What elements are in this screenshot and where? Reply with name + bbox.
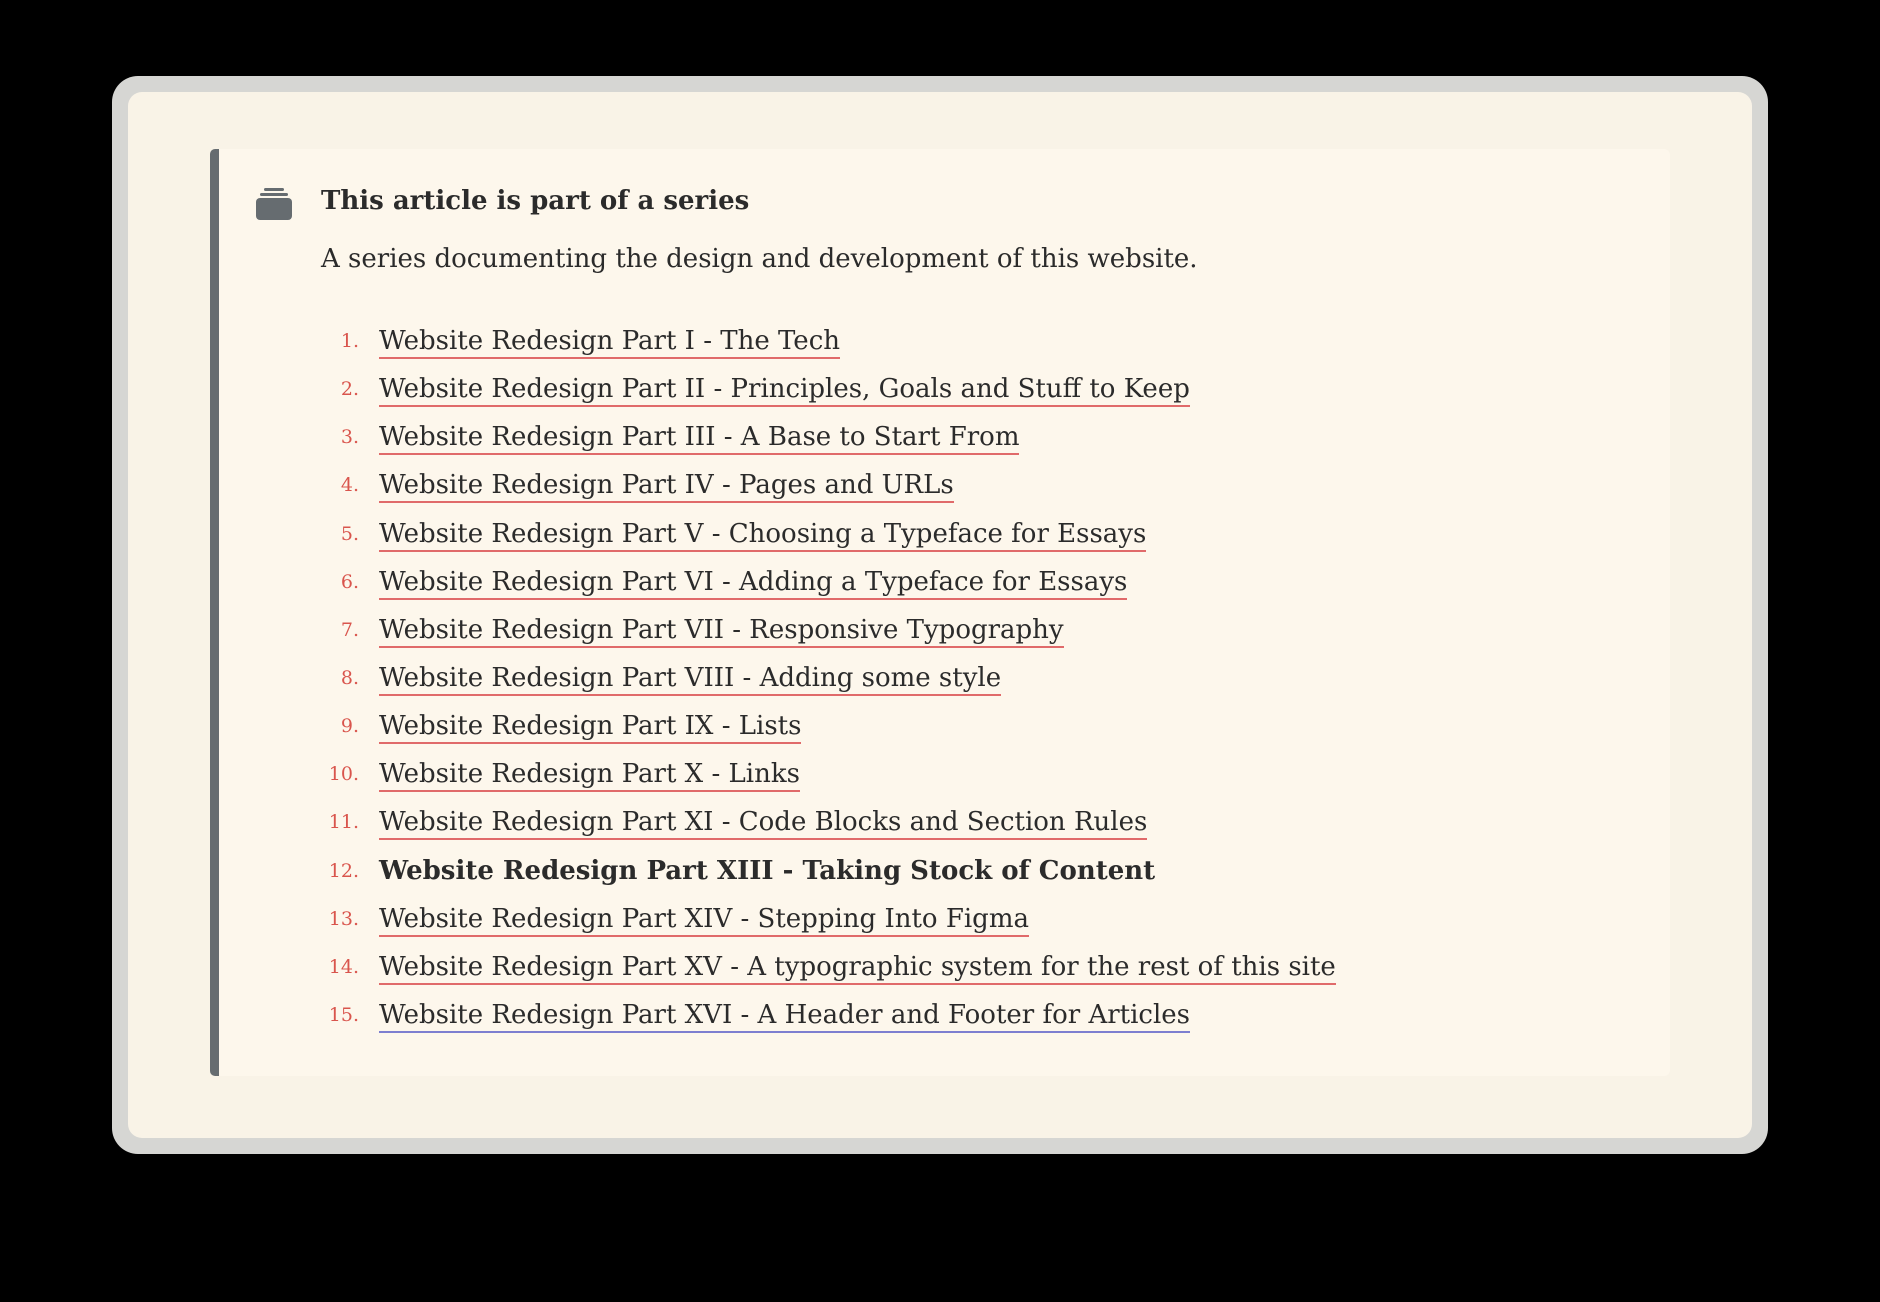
- list-item-number: 2.: [340, 378, 359, 401]
- list-item: [309, 658, 1336, 706]
- series-link-part-1[interactable]: Website Redesign Part I - The Tech: [379, 326, 840, 359]
- list-item: [309, 417, 1336, 465]
- series-callout: [210, 149, 1670, 1076]
- series-link-part-13[interactable]: Website Redesign Part XIV - Stepping Into Figma: [379, 904, 1029, 937]
- archive-box-icon: [255, 187, 293, 221]
- list-item-number: 6.: [340, 570, 359, 593]
- series-link-part-2[interactable]: Website Redesign Part II - Principles, Goals and Stuff to Keep: [379, 374, 1190, 407]
- list-item: [309, 947, 1336, 995]
- list-item: [309, 562, 1336, 610]
- list-item: [309, 754, 1336, 802]
- list-item: [309, 514, 1336, 562]
- list-item-number: 8.: [340, 666, 359, 689]
- list-item-number: 11.: [328, 811, 359, 834]
- list-item-number: 15.: [328, 1003, 359, 1026]
- series-link-part-4[interactable]: Website Redesign Part IV - Pages and URLs: [379, 470, 954, 503]
- list-item-number: 14.: [328, 955, 359, 978]
- series-link-part-9[interactable]: Website Redesign Part IX - Lists: [379, 711, 801, 744]
- list-item: [309, 465, 1336, 513]
- list-item: [309, 899, 1336, 947]
- series-link-part-7[interactable]: Website Redesign Part VII - Responsive Typography: [379, 615, 1064, 648]
- series-link-part-11[interactable]: Website Redesign Part XI - Code Blocks and Section Rules: [379, 807, 1147, 840]
- series-link-part-10[interactable]: Website Redesign Part X - Links: [379, 759, 800, 792]
- series-link-part-8[interactable]: Website Redesign Part VIII - Adding some style: [379, 663, 1001, 696]
- browser-window: [128, 92, 1752, 1138]
- series-description: A series documenting the design and development of this website.: [321, 244, 1198, 274]
- series-title: This article is part of a series: [321, 186, 750, 216]
- series-link-part-14[interactable]: Website Redesign Part XV - A typographic system for the rest of this site: [379, 952, 1336, 985]
- list-item-number: 5.: [340, 522, 359, 545]
- series-list: [309, 321, 1336, 1043]
- list-item-number: 3.: [340, 426, 359, 449]
- window-frame: [112, 76, 1768, 1154]
- list-item-number: 12.: [328, 859, 359, 882]
- list-item: [309, 706, 1336, 754]
- series-link-part-3[interactable]: Website Redesign Part III - A Base to Start From: [379, 422, 1019, 455]
- list-item-current: [309, 851, 1336, 899]
- list-item-number: 9.: [340, 715, 359, 738]
- series-link-part-6[interactable]: Website Redesign Part VI - Adding a Typeface for Essays: [379, 567, 1127, 600]
- list-item-number: 7.: [340, 618, 359, 641]
- list-item: [309, 610, 1336, 658]
- list-item: [309, 321, 1336, 369]
- series-link-part-15[interactable]: Website Redesign Part XVI - A Header and Footer for Articles: [379, 1000, 1190, 1033]
- list-item-number: 1.: [340, 330, 359, 352]
- list-item: [309, 995, 1336, 1043]
- series-link-part-5[interactable]: Website Redesign Part V - Choosing a Typeface for Essays: [379, 519, 1146, 552]
- list-item-number: 10.: [328, 763, 359, 786]
- list-item-number: 13.: [328, 907, 359, 930]
- list-item-number: 4.: [340, 474, 359, 497]
- current-article-label: Website Redesign Part XIII - Taking Stock of Content: [379, 855, 1156, 886]
- list-item: [309, 802, 1336, 850]
- list-item: [309, 369, 1336, 417]
